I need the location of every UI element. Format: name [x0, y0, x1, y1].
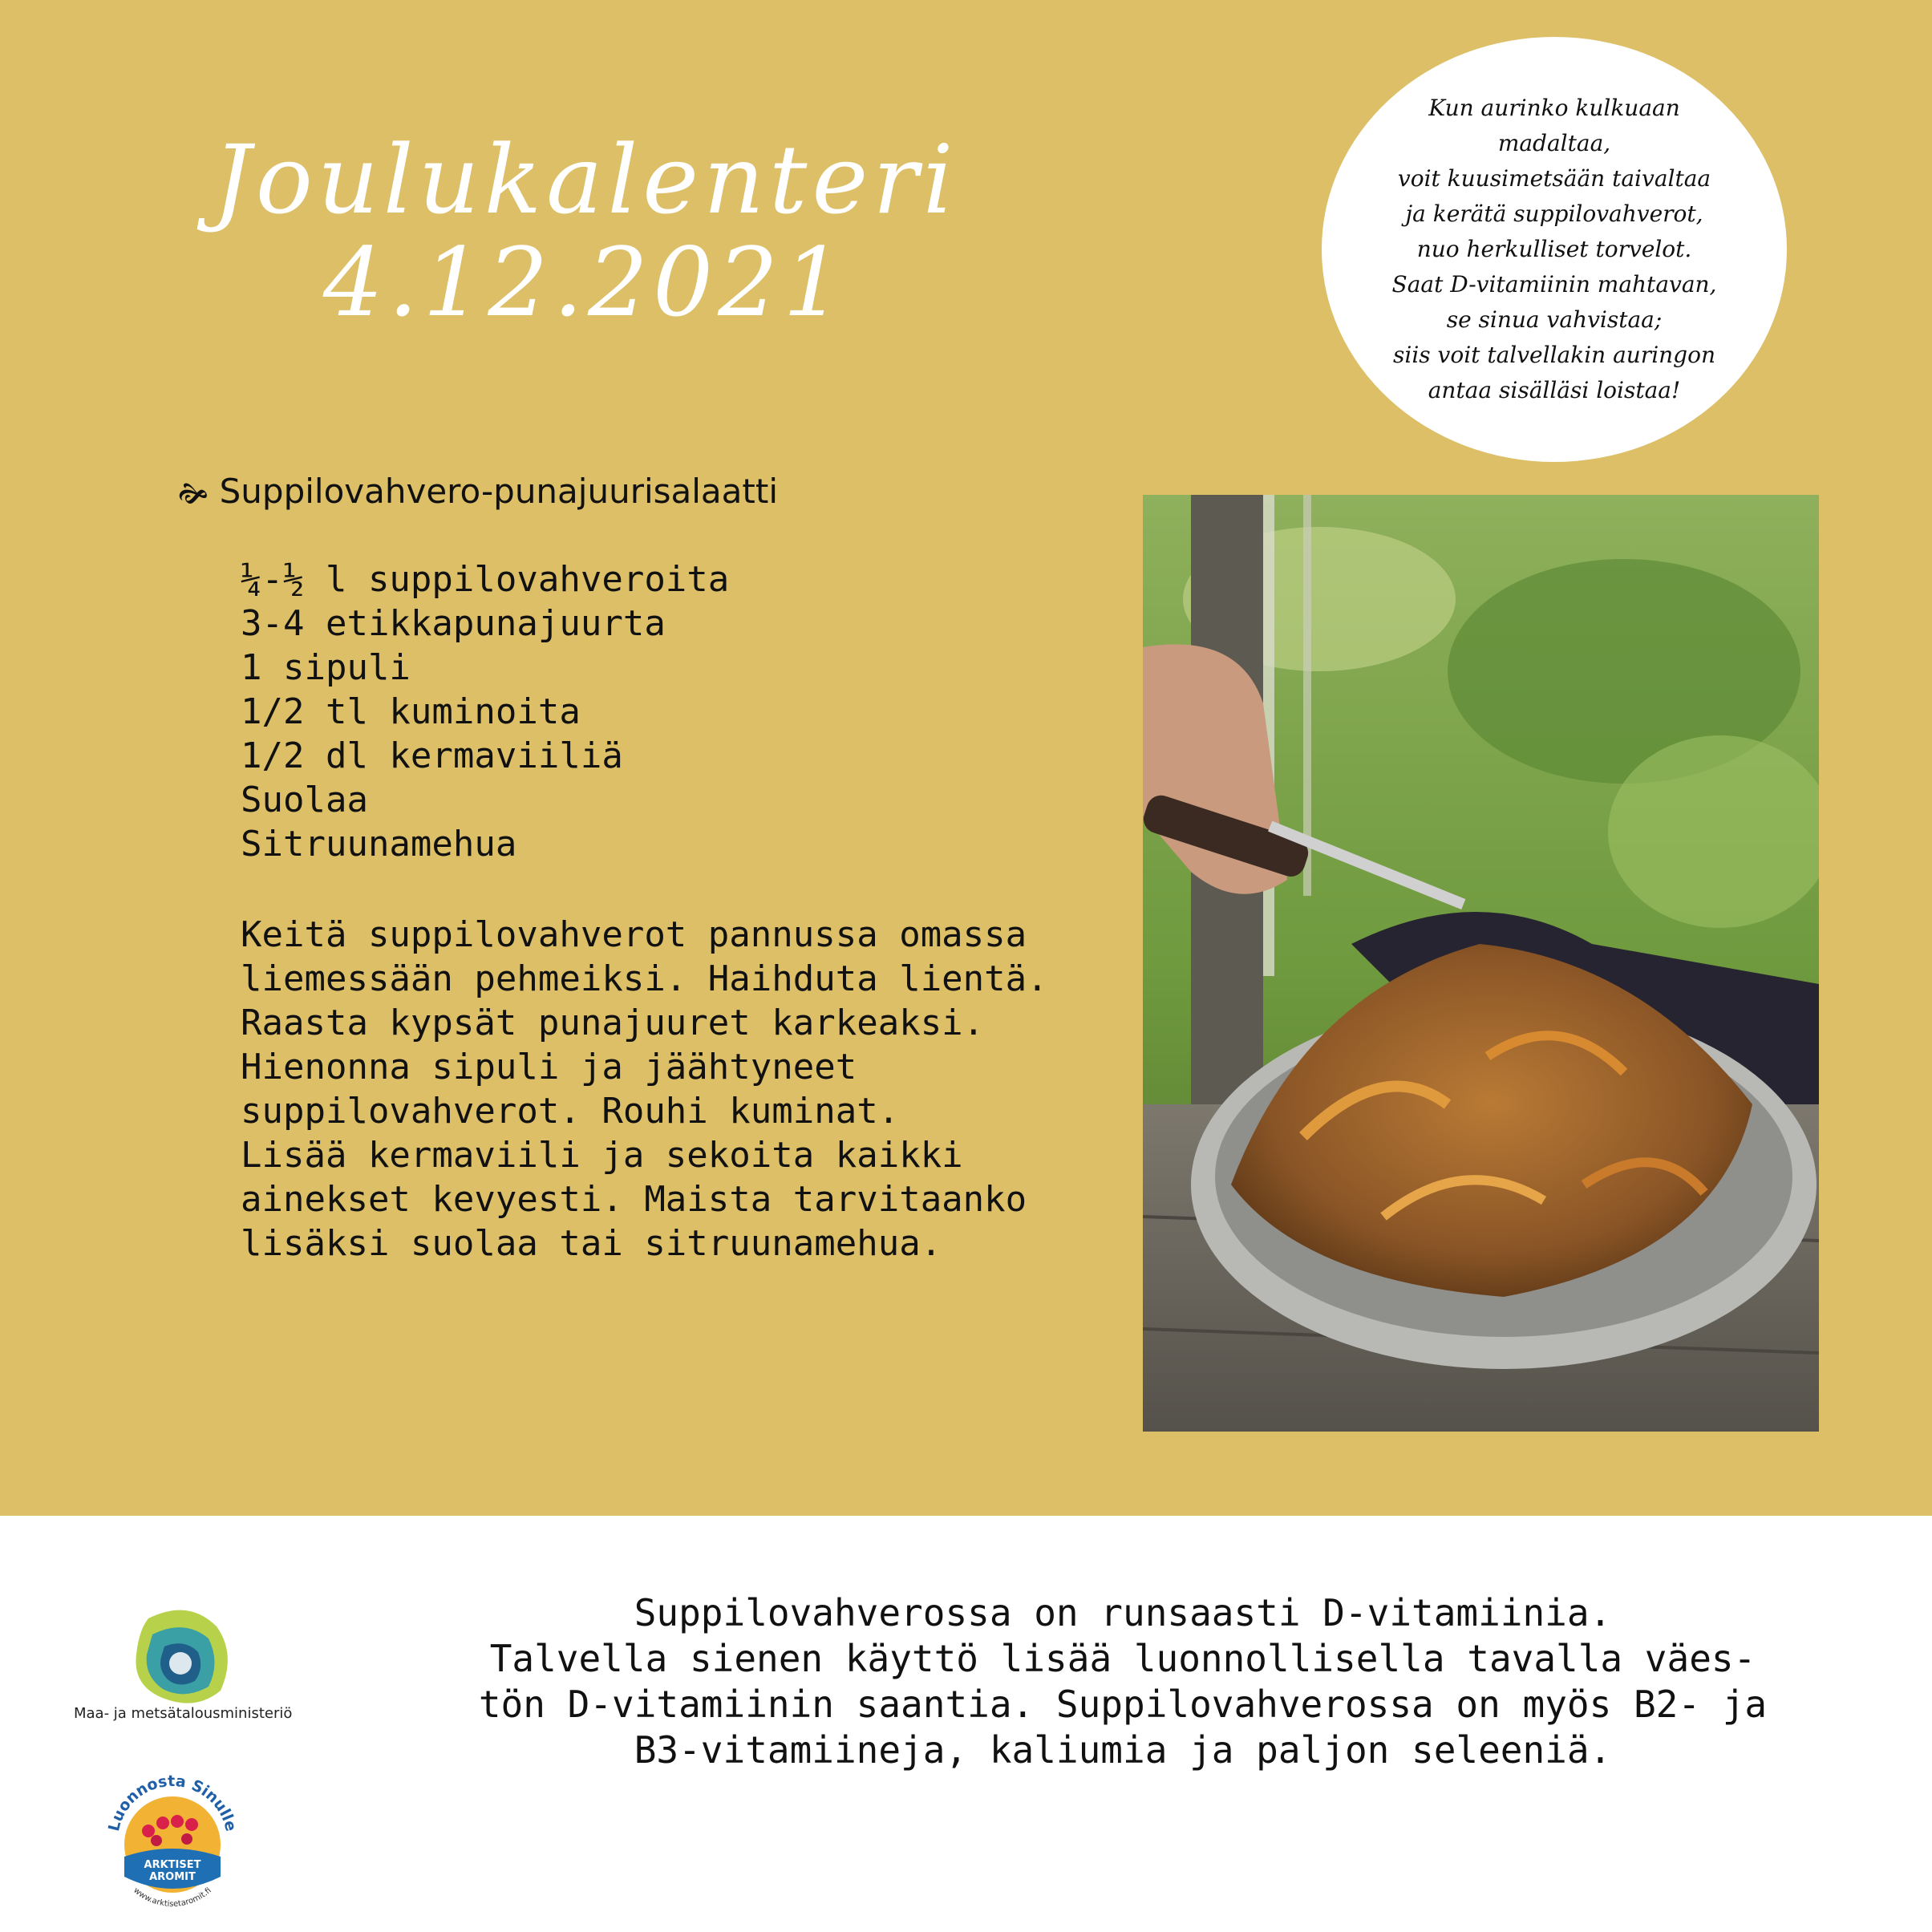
page-title — [120, 124, 1051, 338]
method-line: Keitä suppilovahverot pannussa omassa — [241, 914, 1027, 955]
info-line: Suppilovahverossa on runsaasti D-vitamiinia. — [634, 1591, 1612, 1634]
arctic-name-line2: AROMIT — [149, 1871, 196, 1883]
method-line: suppilovahverot. Rouhi kuminat. — [241, 1091, 900, 1132]
poem-line: se sinua vahvistaa; — [1446, 306, 1663, 333]
vitamin-info — [401, 1590, 1845, 1773]
recipe-method — [241, 913, 1048, 1266]
poem-line: madaltaa, — [1497, 130, 1611, 156]
mushroom-photo — [1143, 495, 1819, 1432]
title-line-2: 4.12.2021 — [322, 227, 849, 338]
poem-line: siis voit talvellakin auringon — [1393, 342, 1715, 368]
info-line: B3-vitamiineja, kaliumia ja paljon seleeniä. — [634, 1728, 1612, 1772]
poem-line: voit kuusimetsään taivaltaa — [1397, 165, 1711, 192]
ingredient-item: 1/2 tl kuminoita — [241, 691, 581, 732]
ingredient-item: Suolaa — [241, 780, 368, 820]
method-line: Lisää kermaviili ja sekoita kaikki — [241, 1135, 963, 1176]
ingredient-item: Sitruunamehua — [241, 824, 517, 865]
poem-line: Kun aurinko kulkuaan — [1428, 95, 1680, 121]
poem-line: Saat D-vitamiinin mahtavan, — [1391, 271, 1717, 298]
ingredient-list — [241, 557, 729, 866]
method-line: liemessään pehmeiksi. Haihduta lientä. — [241, 958, 1048, 999]
recipe-title — [178, 472, 778, 520]
method-line: Hienonna sipuli ja jäähtyneet — [241, 1047, 857, 1088]
ingredient-item: 1/2 dl kermaviiliä — [241, 735, 623, 776]
method-line: ainekset kevyesti. Maista tarvitaanko — [241, 1179, 1027, 1220]
arktiset-aromit-logo — [100, 1768, 245, 1921]
title-line-1: Joulukalenteri — [213, 124, 958, 235]
ingredient-item: 1 sipuli — [241, 647, 411, 688]
poem-bubble — [1322, 37, 1787, 462]
poem-line: ja kerätä suppilovahverot, — [1405, 200, 1703, 227]
arctic-name-line1: ARKTISET — [144, 1859, 201, 1871]
method-line: lisäksi suolaa tai sitruunamehua. — [241, 1223, 942, 1264]
method-line: Raasta kypsät punajuuret karkeaksi. — [241, 1002, 985, 1043]
ingredient-item: 3-4 etikkapunajuurta — [241, 603, 666, 644]
ministry-caption: Maa- ja metsätalousministeriö — [74, 1705, 293, 1722]
recipe-title-text: Suppilovahvero-punajuurisalaatti — [219, 472, 779, 511]
info-line: tön D-vitamiinin saantia. Suppilovahverossa on myös B2- ja — [478, 1683, 1768, 1726]
info-line: Talvella sienen käyttö lisää luonnollisella tavalla väes- — [489, 1637, 1756, 1680]
poem-line: nuo herkulliset torvelot. — [1416, 236, 1692, 262]
poem-line: antaa sisälläsi loistaa! — [1428, 377, 1681, 403]
ingredient-item: ¼-½ l suppilovahveroita — [241, 559, 730, 600]
arctic-url-text: www.arktisetaromit.fi — [132, 1885, 213, 1910]
flourish-icon: 🙞 — [178, 478, 209, 510]
arctic-arc-text: Luonnosta Sinulle — [105, 1772, 240, 1833]
